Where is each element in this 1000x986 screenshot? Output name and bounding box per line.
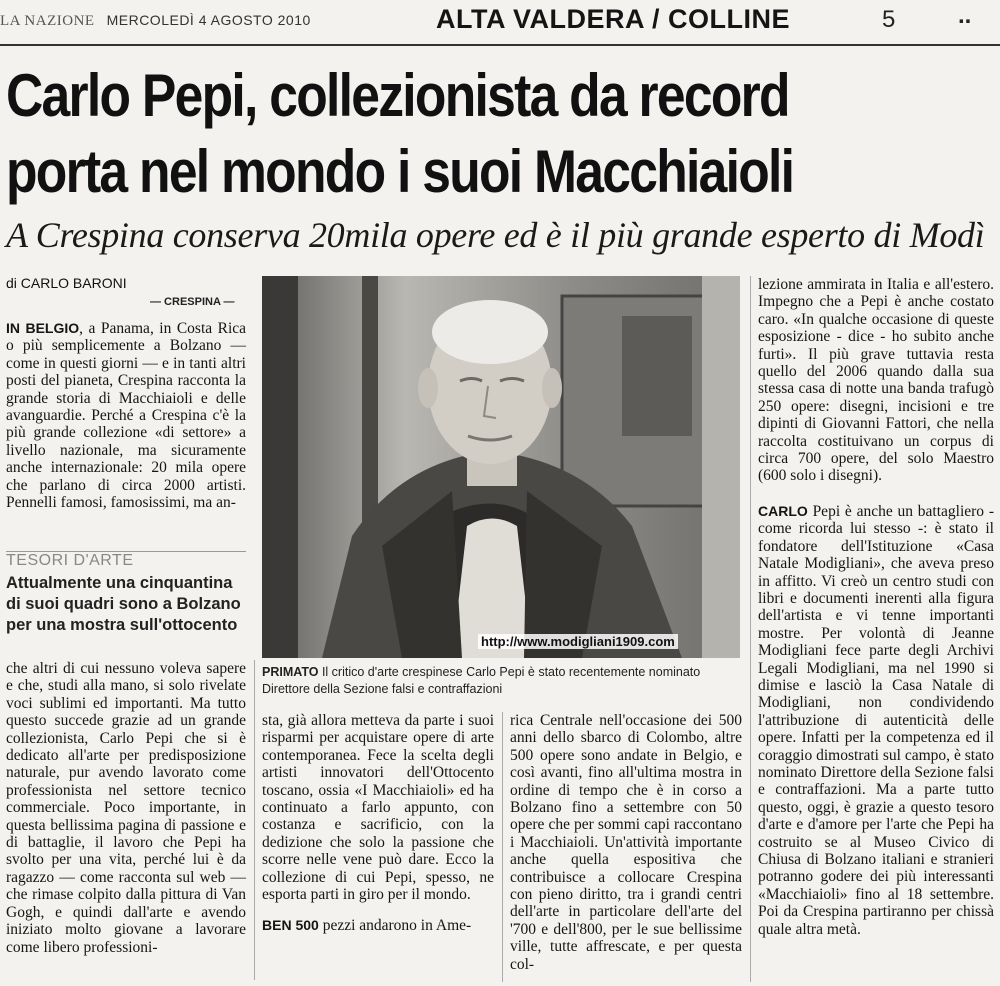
column-4-text: lezione ammirata in Italia e all'estero. Impegno che a Pepi è anche costato caro. «In qualche occasione di queste esposizione - dice - ho subito anche furti». Il più grave tuttavia resta quello del 2006 quando dalla sua stessa casa di notte una banda trafugò 250 opere: disegni, incisioni e tre dipinti di Giovanni Fattori, che nella raccolta costituivano un corpus di circa 700 opere, del solo Maestro (600 solo i disegni). [758,276,994,485]
newspaper-name: LA NAZIONE [0,13,95,29]
page-number: 5 [882,6,896,33]
box-kicker: TESORI D'ARTE [6,551,246,570]
portrait-illustration [262,276,740,658]
dateline: — CRESPINA — [150,296,235,308]
masthead-rule [0,44,1000,46]
lead-text: , a Panama, in Costa Rica o più semplicemente a Bolzano — come in questi giorni — e in tanti altri posti del pianeta, Crespina racconta la grande storia di Macchiaioli e delle avanguardie. Perché a Crespina c'è la più grande collezione «di settore» a livello nazionale, ma sicuramente anche internazionale: 20 mila opere che parlano di circa 2000 artisti. Pennelli famosi, famosissimi, ma an- [6,320,247,512]
section-title: ALTA VALDERA / COLLINE [436,4,790,34]
lead-label: IN BELGIO [6,320,80,336]
issue-date: MERCOLEDÌ 4 AGOSTO 2010 [106,12,311,28]
headline-line-1: Carlo Pepi, collezionista da record [6,62,789,129]
watermark-url: http://www.modigliani1909.com [478,634,678,649]
column-divider [502,712,503,982]
column-2-text: sta, già allora metteva da parte i suoi risparmi per acquistare opere di arte contemporanea. Fece la scelta degli artisti innovatori dell'Ottocento toscano, ossia «I Macchiaioli» ed ha continuato a farlo appunto, con costanza e sacrificio, con la dedizione che solo la passione che scorre nelle vene può dare. Ecco la collezione di cui Pepi, spesso, ne esporta parti in giro per il mondo. [262,712,494,904]
headline [6,58,861,210]
photo-caption [262,664,740,698]
portrait-photo [262,276,740,658]
column-divider [750,276,751,982]
column-4-continued: Pepi è anche un battagliero - come ricorda lui stesso -: è stato il fondatore dell'Istituzione «Casa Natale Modigliani», che aveva preso in affitto. Vi creò un centro studi con libri e documenti inerenti alla figura dell'artista e vi tenne importanti mostre. Per volontà di Jeanne Modigliani fece parte degli Archivi Legali Modigliani, ma nel 1990 si dimise e lasciò la Casa Natale di Modigliani, non condividendo l'attribuzione di autenticità delle opere. Infatti per la competenza ed il coraggio dimostrati sul campo, è stato nominato Direttore della Sezione falsi e contraffazioni. Ma a parte tutto questo, oggi, è grazie a questo tesoro d'arte e d'amore per l'arte che Pepi ha costruito se al Museo Civico di Chiusa di Bolzano italiani e stranieri potranno godere dei più interessanti «Macchiaioli» fino al 18 settembre. Poi da Crespina partiranno per chissà quale altra metà. [758,502,994,938]
page-marker: .. [958,2,972,29]
column-1-continued [6,660,246,956]
caption-label: PRIMATO [262,665,319,679]
column-divider [254,660,255,980]
column-2-label: BEN 500 [262,917,319,934]
column-1-lead [6,320,246,511]
column-3 [510,712,742,973]
column-4 [758,276,994,938]
column-3-text: rica Centrale nell'occasione dei 500 anni dello sbarco di Colombo, altre 500 opere sono andate in Belgio, e così avanti, fino all'ultima mostra in ordine di tempo che è in corso a Bolzano fino a settembre con 50 opere che per sommi capi raccontano i Macchiaioli. Un'attività importante anche quella espositiva che contribuisce a collocare Crespina con pieno diritto, tra i grandi centri dell'arte in particolare dell'arte del '700 e dell'800, per le sue bellissime ville, tutte affrescate, e per questa col- [510,712,742,973]
column-2-continued: pezzi andarono in Ame- [318,917,472,935]
masthead-paper-date [0,12,311,30]
headline-line-2: porta nel mondo i suoi Macchiaioli [6,138,794,205]
column-2 [262,712,494,935]
byline: di CARLO BARONI [6,275,127,291]
column-4-label: CARLO [758,502,808,519]
column-1-text: che altri di cui nessuno voleva sapere e che, studi alla mano, si solo rivelate voci sublimi ed importanti. Ma tutto questo succede grazie ad un grande collezionista, Carlo Pepi che si è dedicato all'arte per predisposizione naturale, pur avendo lavorato come professionista nel settore tecnico commerciale. Poco importante, in questa bellissima pagina di passione e di battaglie, il lavoro che Pepi ha svolto per una vita, perché lui è da ragazzo — come racconta sul web — che rimase colpito dalla pittura di Van Gogh, e quindi dall'arte e avendo iniziato molto giovane a lavorare come libero professioni- [6,660,246,956]
caption-text: Il critico d'arte crespinese Carlo Pepi è stato recentemente nominato Direttore della Sezione falsi e contraffazioni [262,665,701,696]
subheadline: A Crespina conserva 20mila opere ed è il più grande esperto di Modì [6,215,985,255]
box-summary: Attualmente una cinquantina di suoi quadri sono a Bolzano per una mostra sull'ottocento [6,574,241,634]
